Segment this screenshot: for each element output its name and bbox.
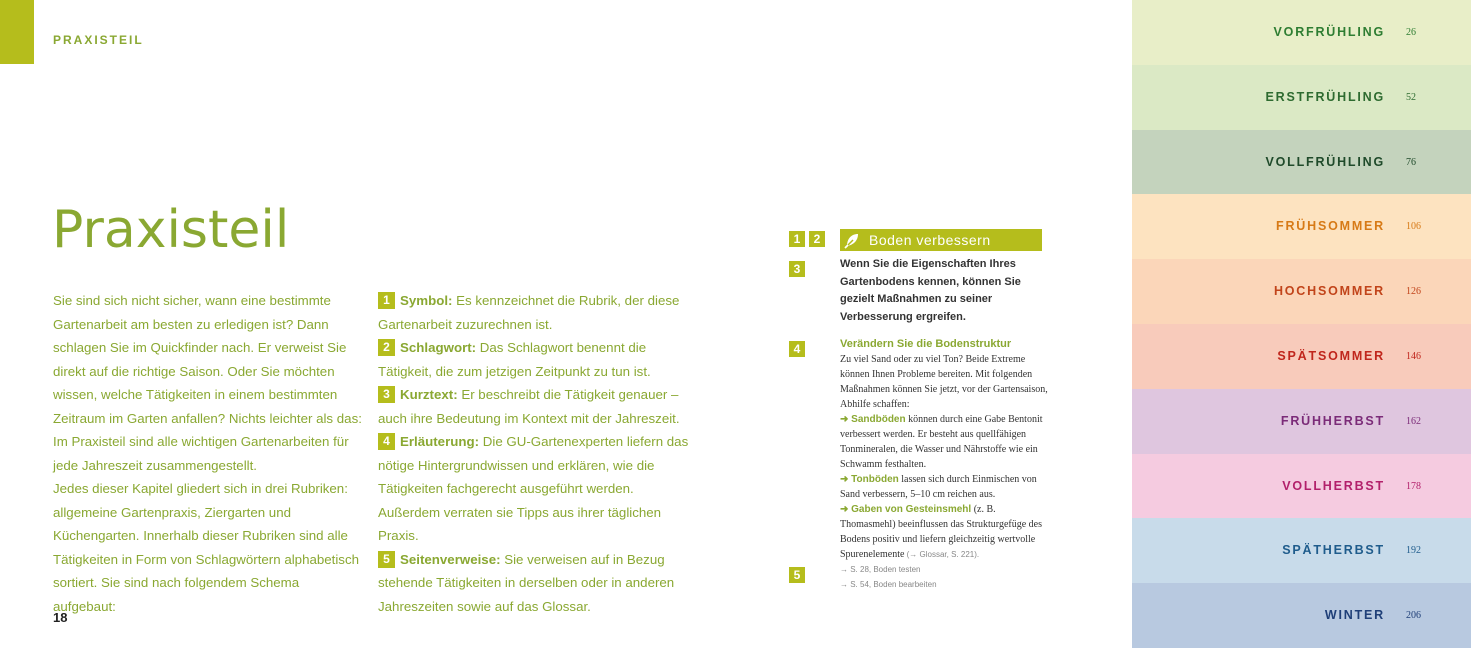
page-title: Praxisteil: [52, 200, 290, 260]
legend-item: [378, 336, 698, 383]
sample-heading: [840, 229, 1042, 251]
sample-marker: 1: [789, 231, 805, 247]
season-tab[interactable]: HOCHSOMMER 126: [1132, 259, 1471, 324]
legend-item: [378, 548, 698, 619]
intro-column: [53, 289, 363, 618]
legend-term: Schlagwort:: [400, 340, 477, 355]
legend-term: Seitenverweise:: [400, 551, 501, 567]
sample-marker: 3: [789, 261, 805, 277]
sample-marker: 4: [789, 341, 805, 357]
legend-item: [378, 289, 698, 336]
leaf-icon: [843, 231, 861, 249]
season-tab[interactable]: SPÄTSOMMER 146: [1132, 324, 1471, 389]
section-label: PRAXISTEIL: [53, 33, 144, 47]
sample-subheading: Verändern Sie die Bodenstruktur: [840, 338, 1012, 350]
season-tab[interactable]: FRÜHSOMMER 106: [1132, 194, 1471, 259]
season-tab[interactable]: FRÜHHERBST 162: [1132, 389, 1471, 454]
season-tab[interactable]: WINTER 206: [1132, 583, 1471, 648]
sample-body-intro: Zu viel Sand oder zu viel Ton? Beide Extreme können Ihnen Probleme bereiten. Mit folgenden Maßnahmen können Sie jetzt, vor der Gartensaison, Abhilfe schaffen:: [840, 354, 1048, 410]
season-tab[interactable]: VORFRÜHLING 26: [1132, 0, 1471, 65]
legend-number: 2: [378, 339, 395, 356]
season-tab[interactable]: ERSTFRÜHLING 52: [1132, 65, 1471, 130]
legend-number: 3: [378, 386, 395, 403]
sample-list-item: ➜ Gaben von Gesteinsmehl (z. B. Thomasmehl) beeinflussen das Strukturgefüge des Bodens positiv und liefern gleichzeitig wertvolle Spurenelemente (→ Glossar, S. 221).: [840, 504, 1042, 560]
legend-number: 1: [378, 292, 395, 309]
legend-item: [378, 383, 698, 430]
page-number: 18: [53, 610, 68, 625]
legend-item: [378, 430, 698, 548]
sample-heading-text: Boden verbessern: [869, 232, 991, 248]
legend-text: Er beschreibt die Tätigkeit genauer – auch ihre Bedeutung im Kontext mit der Jahreszeit.: [378, 387, 680, 426]
season-tab[interactable]: VOLLHERBST 178: [1132, 454, 1471, 519]
legend-number: 5: [378, 551, 395, 568]
legend-text: Es kennzeichnet die Rubrik, der diese Gartenarbeit zuzurechnen ist.: [378, 293, 680, 332]
season-tab-index: [1132, 0, 1471, 648]
season-tab[interactable]: VOLLFRÜHLING 76: [1132, 130, 1471, 195]
legend-text: Das Schlagwort benennt die Tätigkeit, die zum jetzigen Zeitpunkt zu tun ist.: [378, 340, 651, 379]
legend-term: Erläuterung:: [400, 434, 480, 449]
sample-short-text: Wenn Sie die Eigenschaften Ihres Gartenbodens kennen, können Sie gezielt Maßnahmen zu seiner Verbesserung ergreifen.: [840, 258, 1021, 323]
legend-column: [378, 289, 698, 618]
sample-marker: 2: [809, 231, 825, 247]
legend-text: Die GU-Gartenexperten liefern das nötige Hintergrundwissen und erklären, wie die Tätigkeiten fachgerecht ausgeführt werden. Außerdem verraten sie Tipps aus ihrer täglichen Praxis.: [378, 434, 689, 543]
intro-paragraph: Sie sind sich nicht sicher, wann eine bestimmte Gartenarbeit am besten zu erledigen ist? Dann schlagen Sie im Quickfinder nach. Er verweist Sie direkt auf die richtige Saison. Oder Sie möchten wissen, welche Tätigkeiten in einem bestimmten Zeitraum im Garten anfallen? Nichts leichter als das: Im Praxisteil sind alle wichtigen Gartenarbeiten für jede Jahreszeit zusammengestellt.: [53, 293, 362, 473]
legend-term: Kurztext:: [400, 387, 458, 402]
corner-accent: [0, 0, 34, 64]
legend-number: 4: [378, 433, 395, 450]
sample-list-item: ➜ Sandböden können durch eine Gabe Bentonit verbessert werden. Er besteht aus quellfähigen Tonmineralen, die Wasser und Nährstoffe wie ein Schwamm festhalten.: [840, 414, 1043, 470]
legend-text: Sie verweisen auf in Bezug stehende Tätigkeiten in derselben oder in anderen Jahreszeiten sowie auf das Glossar.: [378, 551, 675, 614]
season-tab[interactable]: SPÄTHERBST 192: [1132, 518, 1471, 583]
sample-marker: 5: [789, 567, 805, 583]
sample-explanation: [840, 337, 1050, 592]
sample-cross-ref: → S. 54, Boden bearbeiten: [840, 580, 937, 589]
sample-cross-ref: → S. 28, Boden testen: [840, 565, 921, 574]
sample-list-item: ➜ Tonböden lassen sich durch Einmischen von Sand verbessern, 5–10 cm reichen aus.: [840, 474, 1037, 500]
legend-term: Symbol:: [400, 293, 453, 308]
intro-paragraph: Jedes dieser Kapitel gliedert sich in drei Rubriken: allgemeine Gartenpraxis, Ziergarten und Küchengarten. Innerhalb dieser Rubriken sind alle Tätigkeiten in Form von Schlagwörtern alphabetisch sortiert. Sie sind nach folgendem Schema aufgebaut:: [53, 481, 359, 614]
